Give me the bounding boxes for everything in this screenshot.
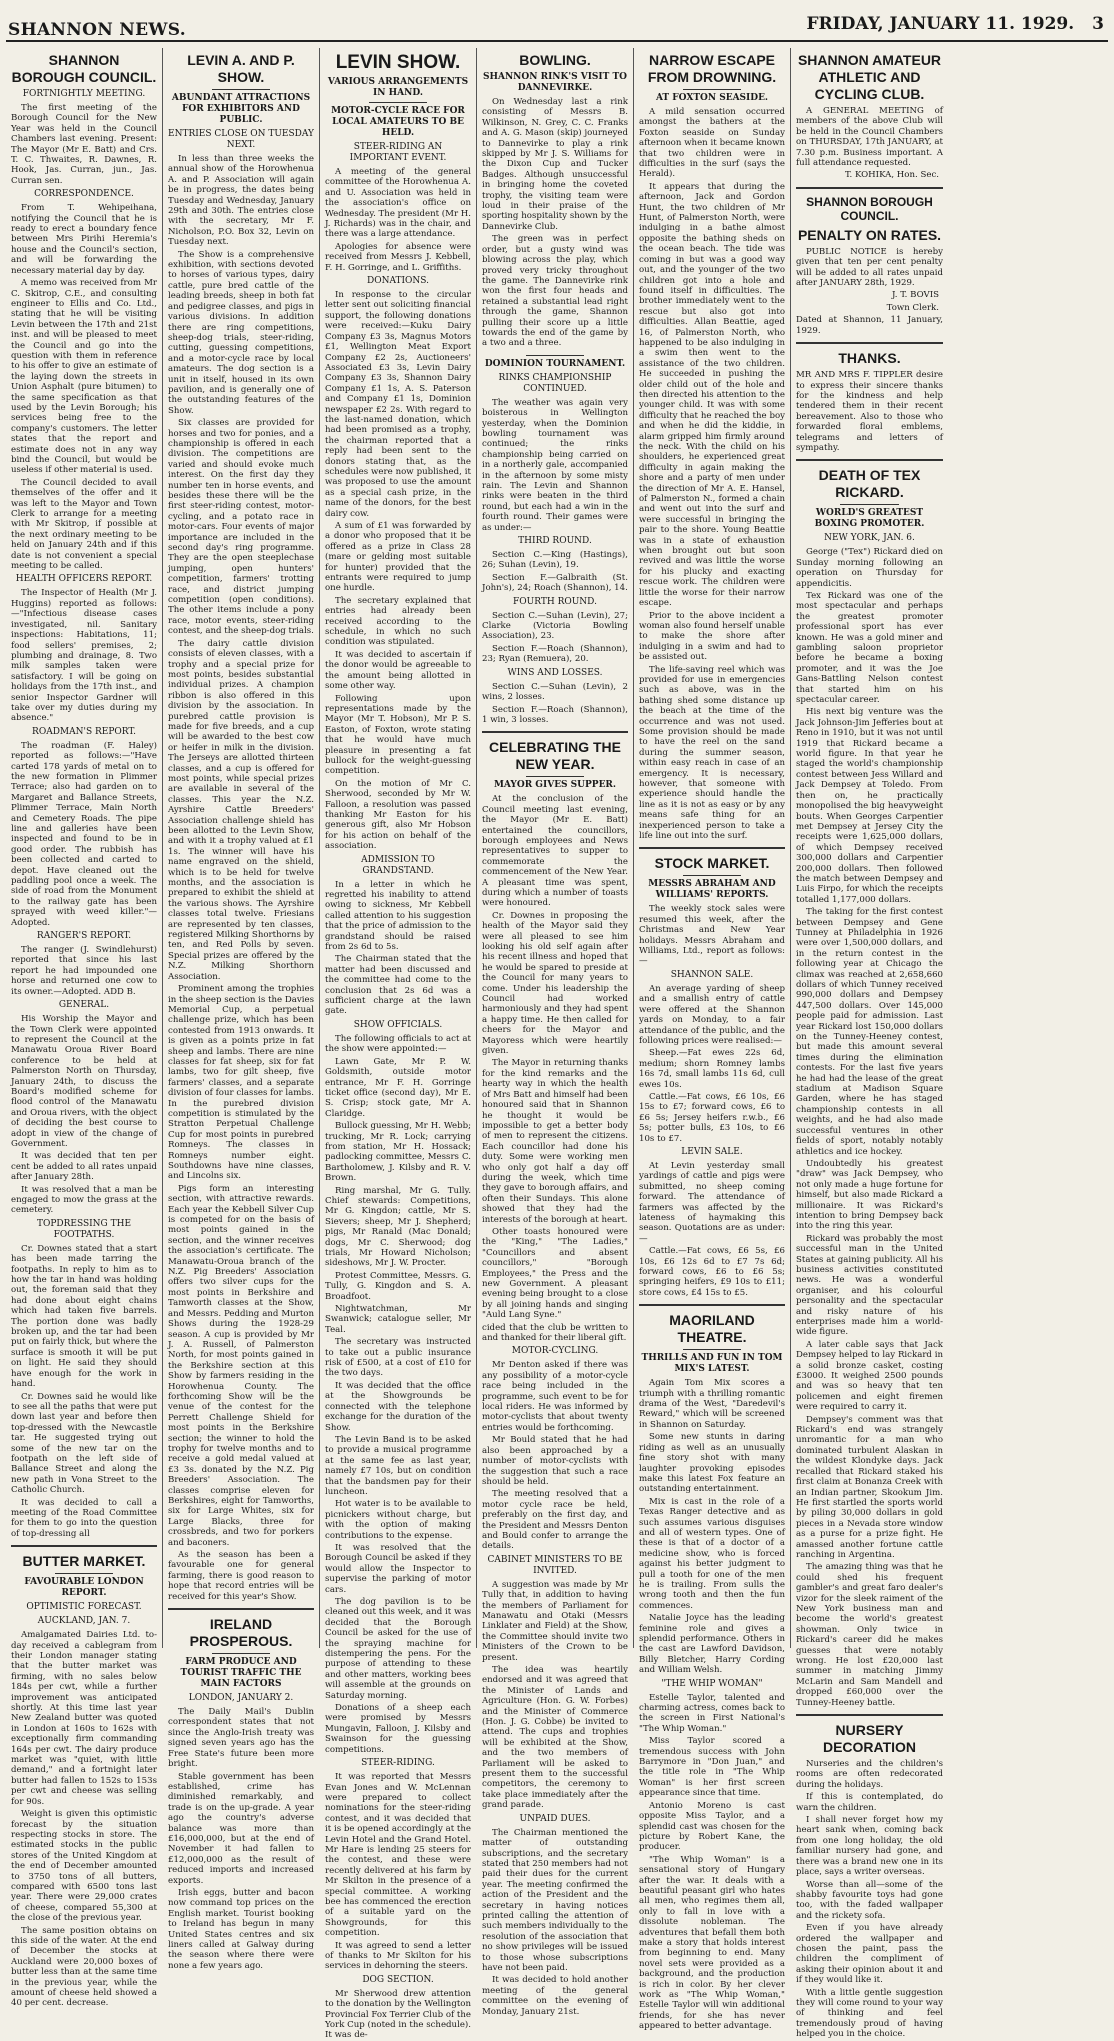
masthead-rule [6, 40, 1108, 42]
paragraph: The Inspector of Health (Mr J. Huggins) reported as follows:—"Infectious disease cases investigated, nil. Sanitary inspections: Habitations, 11; food sellers' premises, 2; plumbing and drainage, 8. Two milk samples taken were satisfactory. I will be going on holidays from the 17th inst., and senior Inspector Gardner will take over my duties during my absence." [11, 588, 157, 724]
paragraph: In a letter in which he regretted his inability to attend owing to sickness, Mr Kebbell called attention to his suggestion that the price of admission to the grandstand should be raised from 2s 6d to 5s. [325, 879, 471, 953]
paragraph: On the motion of Mr C. Sherwood, seconded by Mr W. Falloon, a resolution was passed thanking Mr Easton for his generous gift, also Mr Hobson for his action on behalf of the association. [325, 778, 471, 852]
dateline: NEW YORK, JAN. 6. [824, 533, 915, 544]
paragraph: At the conclusion of the Council meeting last evening, the Mayor (Mr E. Batt) entertained the councillors, borough employees and News representatives to supper to commemorate the commencement of the New Year. A pleasant time was spent, during which a number of toasts were honoured. [482, 794, 628, 909]
paragraph: Section C.—Suhan (Levin), 2 wins, 2 losses. [482, 681, 628, 703]
subheading: FARM PRODUCE AND TOURIST TRAFFIC THE MAIN FACTORS [180, 1657, 302, 1690]
paragraph: The Council decided to avail themselves of the offer and it was left to the Mayor and Town Clerk to arrange for a meeting with Mr Skitrop, if possible at the next ordinary meeting to be held on January 24th and if this date is not convenient a special meeting to be called. [11, 477, 157, 572]
columns [6, 48, 1108, 2041]
paragraph: The Chairman mentioned the matter of outstanding subscriptions, and the secretary stated that 250 members had not paid their dues for the current year. The meeting confirmed the action of the President and the secretary in having notices printed calling the attention of such members individually to the resolution of the association that no show privileges will be issued to those whose subscriptions have not been paid. [482, 1827, 628, 1973]
paragraph: A meeting of the general committee of the Horowhenua A. and U. Association was held in the association's office on Wednesday. The president (Mr H. J. Richards) was in the chair, and there was a large attendance. [325, 167, 472, 240]
article-ireland-prosperous [168, 1616, 314, 1971]
subheading: ENTRIES CLOSE ON TUESDAY NEXT. [168, 129, 314, 150]
column-3 [320, 48, 477, 2041]
section-heading: UNPAID DUES. [519, 1813, 591, 1824]
section-heading: ROADMAN'S REPORT. [32, 726, 136, 737]
headline: NURSERY DECORATION [822, 1722, 917, 1756]
paragraph: Weight is given this optimistic forecast by the situation respecting stocks in store. The estimated stocks in the public stores of the United Kingdom at the end of December amounted to 3750 tons of all butters, compared with 6500 tons last year. There were 29,000 crates of cheese, compared 55,300 at the close of the previous year. [11, 1809, 157, 1924]
section-heading: THIRD ROUND. [518, 536, 592, 547]
paragraph: The green was in perfect order, but a gusty wind was blowing across the play, which proved very tricky throughout the game. The Dannevirke rink won the first four heads and retained a substantial lead right through the game, Shannon pulling their score up a little towards the end of the game by a two and a three. [482, 234, 628, 349]
paragraph: A memo was received from Mr C. Skitrop, C.E., and consulting engineer to Ellis and Co. Ltd., stating that he will be visiting Levin between the 17th and 21st inst. and will be pleased to meet the Council and go into the question with them in reference to his offer to give an estimate of the laying down the streets in Union Asphalt (pure bitumen) to the same specification as that used by the Levin Borough; his services being free to the company's customers. The letter states that the report and estimate does not in any way bind the Council, but would be useless if other material is used. [11, 278, 157, 476]
paragraph: As the season has been a favourable one for general farming, there is good reason to hope that record entries will be received for this year's Show. [168, 1550, 314, 1602]
dateline: LONDON, JANUARY 2. [188, 1693, 294, 1704]
paragraph: Even if you have already ordered the wallpaper and chosen the paint, pass the children the compliment of asking their opinion about it and if they would like it. [796, 1923, 943, 1986]
paragraph: If this is contemplated, do warn the children. [796, 1792, 943, 1813]
section-heading: GENERAL. [58, 1000, 110, 1011]
subheading: THRILLS AND FUN IN TOM MIX'S LATEST. [641, 1353, 783, 1375]
subheading: WORLD'S GREATEST BOXING PROMOTER. [814, 508, 925, 530]
headline: NARROW ESCAPE FROM DROWNING. [647, 52, 777, 85]
article-tex-rickard [796, 467, 943, 1716]
paragraph: The dog pavilion is to be cleaned out this week, and it was decided that the Borough Council be asked for the use of the spraying machine for distempering the pens. For the purpose of attending to these and other matters, working bees will assemble at the grounds on Saturday morning. [325, 1597, 471, 1701]
paragraph: It was decided to call a meeting of the Road Committee for them to go into the question of top-dressing all [11, 1497, 157, 1539]
article-nursery-decoration [796, 1722, 943, 2040]
column-4 [477, 48, 634, 2017]
paragraph: The meeting resolved that a motor cycle race be held, preferably on the first day, and the President and Messrs Denton and Bould confer to arrange the details. [482, 1489, 628, 1552]
paragraph: MR AND MRS F. TIPPLER desire to express their sincere thanks for the kindness and help tendered them in their recent bereavement. Also to those who forwarded floral emblems, telegrams and letters of sympathy. [796, 370, 943, 453]
headline: SHANNON BOROUGH COUNCIL. [11, 52, 157, 85]
paragraph: Mr Bould stated that he had also been approached by a number of motor-cyclists with the suggestion that such a race should be held. [482, 1435, 628, 1487]
column-1 [6, 48, 163, 2009]
subheading: AT FOXTON SEASIDE. [655, 93, 769, 103]
article-levin-show [325, 52, 471, 2041]
headline: SHANNON AMATEUR ATHLETIC AND CYCLING CLUB. [797, 52, 942, 102]
paragraph: Prominent among the trophies in the sheep section is the Davies Memorial Cup, a perpetual challenge prize, which has been contested from 1913 onwards. It is given as a points prize in fat sheep and lambs. There are nine classes for fat sheep, six for fat lambs, two for gilt sheep, five farmers' classes, and a separate division of four classes for lambs. In the purebred division competition is stimulated by the Stratton Perpetual Challenge Cup for most points in purebred Romneys. The classes in Romneys number eight. Southdowns have nine classes, and Lincolns six. [168, 984, 314, 1182]
paragraph: Nurseries and the children's rooms are often redecorated during the holidays. [796, 1759, 943, 1790]
article-bowling [482, 52, 628, 349]
subheading: DOMINION TOURNAMENT. [484, 358, 626, 369]
headline: THANKS. [838, 350, 901, 367]
divider [369, 102, 427, 103]
paragraph: Estelle Taylor, talented and charming actress, comes back to the screen in First National's "The Whip Woman." [639, 1692, 785, 1734]
divider [212, 1653, 270, 1654]
paragraph: The Mayor in returning thanks for the kind remarks and the hearty way in which the health of Mrs Batt and himself had been honoured said that in Shannon he thought it would be impossible to get a better body of men to represent the citizens. Each councillor had done his duty. Some were working men who only got half a day off during the week, which time they gave to borough affairs, and often their Sundays. This alone showed that they had the interests of the borough at heart. [482, 1058, 628, 1225]
section-heading: DONATIONS. [367, 276, 429, 287]
headline: DEATH OF TEX RICKARD. [818, 467, 921, 501]
paragraph: On Wednesday last a rink consisting of Messrs B. Wilkinson, N. Grey, C. C. Franks and A. G. Mason (skip) journeyed to Dannevirke to play a rink skipped by Mr J. S. Williams for the Dixon Cup and Tucker Badges. Although unsuccessful in bringing home the coveted trophy, the visiting team were loud in their praise of the sporting hospitality shown by the Dannevirke Club. [482, 97, 628, 232]
paragraph: Rickard was probably the most successful man in the United States at gaining publicity. All his business activities constituted news. He was a wonderful organiser, and his colourful personality and the spectacular and risky nature of his enterprises made him a world-wide figure. [796, 1233, 943, 1338]
paragraph: Cr. Downes said he would like to see all the paths that were put down last year and before then top-dressed with the Newcastle tar. He suggested trying out some of the new tar on the footpath on the left side of Ballance Street and along the new path in Vona Street to the Catholic Church. [11, 1391, 157, 1496]
paragraph: Section C.—King (Hastings), 26; Suhan (Levin), 19. [482, 550, 628, 571]
paragraph: It appears that during the afternoon, Jack and Gordon Hunt, the two children of Mr Hunt, of Palmerston North, were indulging in a bathe almost opposite the bathing sheds on the ocean beach. The tide was coming in but was a good way out, and the younger of the two children got into a hole and found itself in difficulties. The brother immediately went to the rescue but also got into difficulties. Allan Beattie, aged 16, of Palmerston North, who happened to be also indulging in a swim then went to the assistance of the two children. He succeeded in pushing the older child out of the hole and then directed his attention to the younger child. It was with some difficulty that he reached the boy and when he did the kiddie, in alarm gripped him firmly around the neck. With the child on his shoulders, he experienced great difficulty in again making the shore and a party of men under the direction of Mr A. E. Hansel, of Palmerston N., formed a chain and went out into the surf and were successful in bringing the pair to the shore. Young Beattie was in a state of exhaustion when brought out but soon revived and was little the worse for his plucky and exacting rescue work. The children were little the worse for their narrow escape. [639, 181, 785, 609]
article-levin-ap-show [168, 52, 314, 1610]
signature: J. T. BOVIS [891, 290, 939, 301]
paragraph: Section F.—Roach (Shannon), 23; Ryan (Remuera), 20. [482, 643, 628, 665]
headline: LEVIN A. AND P. SHOW. [187, 52, 295, 85]
paragraph: The following officials to act at the show were appointed:— [325, 1033, 471, 1055]
paragraph: The Levin Band is to be asked to provide a musical programme at the same fee as last year, namely £7 10s, but on condition that the bandsmen pay for their luncheon. [325, 1434, 471, 1497]
paragraph: The idea was heartily endorsed and it was agreed that the Minister of Lands and Agriculture (Hon. G. W. Forbes) and the Minister of Commerce (Hon. J. G. Cobbe) be invited to attend. The cups and trophies will be exhibited at the Show, and the two members of Parliament will be asked to present them to the successful competitors, the ceremony to take place immediately after the grand parade. [482, 1665, 628, 1811]
section-heading: TOPDRESSING THE FOOTPATHS. [36, 1218, 132, 1240]
paragraph: From T. Wehipeihana, notifying the Council that he is ready to erect a boundary fence between Mrs Pirihi Heremia's house and the Council's section, and will be forwarding the necessary material day by day. [11, 203, 157, 276]
divider [840, 504, 899, 505]
paragraph: The life-saving reel which was provided for use in emergencies such as above, was in the bathing shed some distance up the beach at the time of the occurrence and was not used. Some provision should be made to have the reel on the sand during the summer season, within easy reach in case of an emergency. It is necessary, however, that someone with experience should handle the line as it is not as easy or by any means safe thing for an inexperienced person to take a life line out into the surf. [639, 664, 785, 842]
paragraph: Other toasts honoured were the "King," "The Ladies," "Councillors and absent councillors," "Borough Employees," the Press and the new Government. A pleasant evening being brought to a close by all joining hands and singing "Auld Lang Syne." [482, 1226, 628, 1321]
paragraph: It was decided that ten per cent be added to all rates unpaid after January 28th. [11, 1151, 157, 1183]
section-heading: LEVIN SALE. [681, 1146, 743, 1157]
notice-athletic-club [796, 52, 943, 189]
headline: STOCK MARKET. [654, 855, 770, 872]
divider [526, 355, 584, 356]
paragraph: Stable government has been established, crime has diminished remarkably, and trade is on the up-grade. A year ago the country's adverse balance was more than £16,000,000, but at the end of November it had fallen to £12,000,000 as the result of reduced imports and increased exports. [168, 1771, 314, 1886]
subheading: VARIOUS ARRANGEMENTS IN HAND. [327, 77, 469, 98]
paragraph: It was decided that the office at the Showgrounds be connected with the telephone exchange for the duration of the Show. [325, 1380, 471, 1433]
subheading: MOTOR-CYCLE RACE FOR LOCAL AMATEURS TO BE HELD. [331, 106, 465, 138]
paragraph: Amalgamated Dairies Ltd. to-day received a cablegram from their London manager stating that the butter market was firming, with no sales below 184s per cwt, while a further improvement was anticipated shortly. At this time last year New Zealand butter was quoted in London at 160s to 162s with exceptionally firm commanding 164s per cwt. The dairy produce market was "quiet, with little demand," and a fortnight later butter had fallen to 152s to 153s per cwt and cheese was selling for 90s. [11, 1630, 157, 1807]
paragraph: Cr. Downes in proposing the health of the Mayor said they were all pleased to see him looking his old self again after his recent illness and hoped that he would be spared to preside at the Council for many years to come. Under his leadership the Council had worked harmoniously and they had spent a happy time. He then called for cheers for the Mayor and Mayoress which were heartily given. [482, 910, 628, 1057]
paragraph: It was resolved that a man be engaged to mow the grass at the cemetery. [11, 1184, 157, 1216]
divider [526, 776, 584, 777]
column-2 [163, 48, 320, 1971]
paragraph: Following upon representations made by the Mayor (Mr T. Hobson), Mr P. S. Easton, of Foxton, wrote stating that he would have much pleasure in presenting a fat bullock for the weight-guessing competition. [325, 693, 471, 777]
paragraph: Again Tom Mix scores a triumph with a thrilling romantic drama of the West, "Daredevil's Reward," which will be screened in Shannon on Saturday. [639, 1378, 785, 1430]
paragraph: Tex Rickard was one of the most spectacular and perhaps the greatest promoter professional sport has ever known. He was a gold miner and gambling saloon proprietor before he became a boxing promoter, and it was the Joe Gans-Battling Nelson contest that started him on his spectacular career. [796, 590, 943, 706]
paragraph: A mild sensation occurred amongst the bathers at the Foxton seaside on Sunday afternoon when it became known that two children were in difficulties in the surf (says the Herald). [639, 107, 785, 180]
section-heading: FOURTH ROUND. [513, 596, 597, 607]
paragraph: In response to the circular letter sent out soliciting financial support, the following donations were received:—Kuku Dairy Company £3 3s, Magnus Motors £1, Wellington Meat Export Company £2 2s, Auctioneers' Associated £3 3s, Levin Dairy Company £3 3s, Shannon Dairy Company £1 1s, A. S. Paterson and Company £1 1s, Dominion newspaper £2 2s. With regard to the last-named donation, which had been promised as a trophy, the chairman reported that a reply had been sent to the donors stating that, as the schedules were now published, it was proposed to use the amount as a special cash prize, in the name of the donors, for the best dairy cow. [325, 290, 471, 519]
paragraph: Mr Denton asked if there was any possibility of a motor-cycle race being included in the programme, such event to be for local riders. He was informed by motor-cyclists that about twenty entries would be forthcoming. [482, 1360, 628, 1433]
subheading: RINKS CHAMPIONSHIP CONTINUED. [498, 372, 612, 394]
paragraph: The secretary was instructed to take out a public insurance risk of £500, at a cost of £10 for the two days. [325, 1337, 471, 1379]
column-6 [791, 48, 948, 2040]
section-heading: SHANNON SALE. [670, 969, 754, 980]
paragraph: The Daily Mail's Dublin correspondent states that not since the Anglo-Irish treaty was signed seven years ago has the Free State's future been more bright. [168, 1707, 314, 1770]
paragraph: cided that the club be written to and thanked for their liberal gift. [482, 1322, 628, 1344]
paragraph: It was decided to ascertain if the donor would be agreeable to the amount being allotted in some other way. [325, 649, 471, 692]
paragraph: The Show is a comprehensive exhibition, with sections devoted to horses of various types, dairy cattle, pure bred cattle of the leading breeds, sheep in both fat and pedigree classes, and pigs in various divisions. In addition there are ring competitions, sheep-dog trials, steer-riding, cutting, guessing competitions, and a motor-cycle race by local amateurs. The dog section is a unit in itself, housed in its own pavilion, and is generally one of the outstanding features of the Show. [168, 249, 314, 416]
paragraph: It was reported that Messrs Evan Jones and W. McLennan were prepared to collect nominations for the steer-riding contest, and it was decided that it is be opened accordingly at the Levin Hotel and the Grand Hotel. Mr Hare is lending 25 steers for the contest, and these were recently delivered at his farm by Mr Skilton in the presence of a special committee. A working bee has commenced the erection of a suitable yard on the Showgrounds, for this competition. [325, 1772, 471, 1939]
subheading: MAYOR GIVES SUPPER. [493, 780, 617, 791]
subheading: FAVOURABLE LONDON REPORT. [24, 1577, 144, 1599]
subheading: FORTNIGHTLY MEETING. [22, 89, 146, 99]
paragraph: Some new stunts in daring riding as well as an unusually fine story shot with many laughter provoking episodes make this latest Fox feature an outstanding entertainment. [639, 1432, 785, 1495]
signature-title: Town Clerk. [886, 302, 939, 313]
article-new-year [482, 739, 628, 2017]
paragraph: Six classes are provided for horses and two for ponies, and a championship is offered in each division. The competitions are varied and should evoke much interest. On the first day they number ten in horse events, and besides these there will be the first steer-riding contest, motor-cycling, and a potato race in motor-cars. Four events of major importance are included in the second day's ring programme. They are the open steeplechase jumping, open hunters' competition, farmers' trotting race, and district jumping competition (open conditions). The other items include a pony race, motor events, steer-riding contest, and the sheep-dog trials. [168, 418, 314, 637]
paragraph: The taking for the first contest between Dempsey and Gene Tunney at Philadelphia in 1926 were over 1,500,000 dollars, and in the return contest in the following year at Chicago the climax was reached at 2,658,660 dollars of which Tunney received 990,000 dollars and Dempsey 447,500 dollars. Over 145,000 people paid for admission. Last year Rickard lost 150,000 dollars on the Tunney-Heeney contest, but made this amount several times during the elimination contests. For the last five years he had had the lease of the great stadium at Madison Square Garden, where he has staged championship contests in all weights, and he had also made successful ventures in other fields of sport, notably notably athletics and ice hockey. [796, 907, 943, 1157]
section-heading: HEALTH OFFICERS REPORT. [15, 574, 153, 585]
paragraph: An average yarding of sheep and a smallish entry of cattle were offered at the Shannon yards on Monday, to a fair attendance of the public, and the following prices were realised:— [639, 983, 785, 1046]
paragraph: It was decided to hold another meeting of the general committee on the evening of Monday, January 21st. [482, 1975, 628, 2017]
article-narrow-escape [639, 52, 785, 849]
paragraph: Dempsey's comment was that Rickard's end was strangely unromantic for a man who dominated turbulent Alaskan in the wildest Klondyke days. Jack recalled that Rickard staked his first claim at Bonanza Creek with an Indian partner, Skookum Jim. He first startled the sports world by piling 30,000 dollars in gold pieces in a Nevada store window as a purse for a prize fight. He amassed another fortune cattle ranching in Argentina. [796, 1414, 943, 1560]
paragraph: The Chairman stated that the matter had been discussed and the committee had come to the conclusion that 2s 6d was a sufficient charge at the lawn gate. [325, 954, 471, 1017]
paragraph: The weekly stock sales were resumed this week, after the Christmas and New Year holidays. Messrs Abraham and Williams, Ltd., report as follows:— [639, 904, 785, 967]
paragraph: A sum of £1 was forwarded by a donor who proposed that it be offered as a prize in Class 28 (mare or gelding most suitable for hunter) provided that the entrants were required to jump one hurdle. [325, 521, 471, 594]
paragraph: It was agreed to send a letter of thanks to Mr Skilton for his services in dehorning the steers. [325, 1940, 471, 1972]
paragraph: Protest Committee, Messrs. G. Tully, G. Kingdon and S. A. Broadfoot. [325, 1270, 471, 1302]
paragraph: The ranger (J. Swindlehurst) reported that since his last report he had impounded one horse and returned one cow to its owner.—Adopted. ADD B. [11, 945, 157, 997]
divider [212, 89, 270, 90]
paragraph: Hot water is to be available to picnickers without charge, but with the option of making contributions to the expense. [325, 1499, 471, 1541]
page-number: 3 [1092, 14, 1104, 34]
paragraph: Cr. Downes stated that a start has been made tarring the footpaths. In reply to him as to how the tar in hand was holding out, the foreman said that they had done about eight chains which had taken five barrels. The portion done was badly broken up, and the tar had been put on fairly thick, but where the surface is smooth it will be put on light. He said they should have enough for the work in hand. [11, 1243, 157, 1390]
paragraph: The dairy cattle division consists of eleven classes, with a trophy and a special prize for most points, besides substantial individual prizes. A champion ribbon is also offered in this division by the association. In purebred cattle provision is made for five breeds, and a cup will be awarded to the best cow or heifer in milk in the division. The Jerseys are allotted thirteen classes, and a cup is offered for most points, while special prizes are available in several of the classes. This year the N.Z. Ayrshire Cattle Breeders' Association challenge shield has been allotted to the Levin Show, and with it a trophy valued at £1 1s. The winner will have his name engraved on the shield, which is to be held for twelve months, and the association is prepared to exhibit the shield at the various shows. The Ayrshire classes total twelve. Friesians are represented by ten classes, registered Milking Shorthorns by ten, and Red Polls by seven. Special prizes are offered by the N.Z. Milking Shorthorn Association. [168, 638, 314, 982]
paragraph: Pigs form an interesting section, with attractive rewards. Each year the Kebbell Silver Cup is competed for on the basis of most points gained in the section, and the winner receives the association's certificate. The Manawatu-Oroua branch of the N.Z. Pig Breeders' Association offers two silver cups for the most points in Berkshire and Tamworth classes at the Show, and Messrs. Pedding and Murton Shows during the 1928-29 season. A cup is provided by Mr J. A. Russell, of Palmerston North, for most points gained in the Berkshire section at this Show by farmers residing in the Horowhenua County. The forthcoming Show will be the venue of the contest for the Perrett Challenge Shield for most points in the Berkshire section; the winner to hold the trophy for twelve months and to receive a gold medal valued at £3 3s. donated by the N.Z. Pig Breeders' Association. The classes comprise eleven for Berkshires, eight for Tamworths, six for Large Whites, six for Large Blacks, three for crossbreds, and two for porkers and baconers. [168, 1183, 314, 1548]
paragraph: A GENERAL MEETING of members of the above Club will be held in the Council Chambers on THURSDAY, 17th JANUARY, at 7.30 p.m. Business important. A full attendance requested. [796, 106, 943, 169]
paragraph: His Worship the Mayor and the Town Clerk were appointed to represent the Council at the Manawatu Oroua River Board conference to be held at Palmerston North on Thursday, January 24th, to discuss the Board's modified scheme for flood control of the Manawatu and Oroua rivers, with the object of deciding the best course to adopt in view of the change of Government. [11, 1014, 157, 1149]
divider [55, 1573, 113, 1574]
paragraph: At Levin yesterday small yardings of cattle and pigs were submitted, no sheep coming forward. The attendance of farmers was affected by the lateness of haymaking this season. Quotations are as under:— [639, 1160, 785, 1244]
section-heading: SHOW OFFICIALS. [353, 1019, 443, 1030]
paragraph: Cattle.—Fat cows, £6 10s, £6 15s to £7; forward cows, £6 to £6 5s; Jersey heifers r.w.b., £6 5s; potter bulls, £3 10s, to £6 10s to £7. [639, 1091, 785, 1144]
notice-penalty-rates [796, 195, 943, 344]
masthead [0, 0, 1114, 44]
paragraph: Section F.—Galbraith (St. John's), 24; Roach (Shannon), 14. [482, 572, 628, 594]
paragraph: The amazing thing was that he could shed his frequent gambler's and great faro dealer's vizor for the sleek raiment of the New York business man and become the world's greatest showman. Only twice in Rickard's career did he makes guesses that were notably wrong. He lost £20,000 last summer in matching Jimmy McLarin and Sam Mandell and dropped £60,000 over the Tunney-Heeney battle. [796, 1562, 943, 1708]
paragraph: Undoubtedly his greatest "draw" was Jack Dempsey, who not only made a huge fortune for himself, but also made Rickard a millionaire. It was Rickard's intention to bring Dempsey back into the ring this year. [796, 1158, 943, 1232]
subheading: MESSRS ABRAHAM AND WILLIAMS' REPORTS. [648, 879, 776, 901]
paragraph: The same position obtains on this side of the water. At the end of December the stocks at Auckland were 20,000 boxes of butter less than at the same time in the previous year, while the amount of cheese held showed a 40 per cent. decrease. [11, 1925, 157, 2009]
dateline: AUCKLAND, JAN. 7. [37, 1616, 131, 1627]
headline: BOWLING. [519, 52, 591, 68]
paragraph: Natalie Joyce has the leading feminine role and gives a splendid performance. Others in the cast are Lawford Davidson, Billy Bletcher, Harry Cording and William Welsh. [639, 1613, 785, 1676]
article-stock-market [639, 855, 785, 1306]
paragraph: Worse than all—some of the shabby favourite toys had gone too, with the faded wallpaper and the rickety sofa. [796, 1879, 943, 1921]
paragraph: The first meeting of the Borough Council for the New Year was held in the Council Chambers last evening. Present: The Mayor (Mr E. Batt) and Crs. T. C. Thwaites, R. Dawnes, R. Hook, Jas. Curran, jun., Jas. Curran sen. [11, 103, 157, 186]
paragraph: "The Whip Woman" is a sensational story of Hungary after the war. It deals with a beautiful peasant girl who hates all men, who regimes them all, only to fall in love with a dissolute nobleman. The adventures that befall them both make a story that holds interest from beginning to end. Many novel sets were provided as a background, and the production is rich in color. By her clever work as "The Whip Woman," Estelle Taylor will win additional friends, for she has never appeared to better advantage. [639, 1854, 785, 2032]
section-heading: RANGER'S REPORT. [36, 931, 132, 942]
headline: CELEBRATING THE NEW YEAR. [489, 739, 621, 773]
article-dominion-tournament [482, 355, 628, 734]
subheading: SHANNON RINK'S VISIT TO DANNEVIRKE. [482, 72, 628, 93]
paragraph: Prior to the above incident a woman also found herself unable to make the shore after indulging in a swim and had to be assisted out. [639, 610, 785, 663]
paragraph: Miss Taylor scored a tremendous success with John Barrymore in "Don Juan," and the title role in "The Whip Woman" is her first screen appearance since that time. [639, 1736, 785, 1799]
issue-date: FRIDAY, JANUARY 11. 1929. [806, 14, 1075, 34]
paragraph: Section C.—Suhan (Levin), 27; Clarke (Victoria Bowling Association), 23. [482, 610, 628, 642]
paragraph: In less than three weeks the annual show of the Horowhenua A. and P. Association will again be in progress, the dates being Tuesday and Wednesday, January 29th and 30th. The entries close with the secretary, Mr F. Nicholson, P.O. Box 32, Levin on Tuesday next. [168, 154, 314, 248]
paragraph: With a little gentle suggestion they will come round to your way of thinking and feel tremendously proud of having helped you in the choice. [796, 1987, 943, 2040]
section-heading: WINS AND LOSSES. [507, 667, 603, 678]
section-heading: ADMISSION TO GRANDSTAND. [361, 854, 435, 876]
column-5 [634, 48, 791, 2032]
divider [683, 89, 741, 90]
section-heading: MOTOR-CYCLING. [511, 1346, 599, 1357]
paragraph: Bullock guessing, Mr H. Webb; trucking, Mr R. Lock; carrying from station, Mr H. Hossack; padlocking committee, Messrs C. Bartholomew, J. Kilsby and R. V. Brown. [325, 1121, 471, 1184]
paragraph: His next big venture was the Jack Johnson-Jim Jefferies bout at Reno in 1910, but it was not until 1919 that Rickard became a world figure. In that year he staged the world's championship contest between Jess Willard and Jack Dempsey at Toledo. From then on, he practically monopolised the big heavyweight bouts. When Georges Carpentier met Dempsey at Jersey City the receipts were 1,625,000 dollars, of which Dempsey received 300,000 dollars and Carpentier 200,000 dollars. Then followed the match between Dempsey and Luis Firpo, for which the receipts totalled 1,177,000 dollars. [796, 707, 943, 905]
paragraph: Section F.—Roach (Shannon), 1 win, 3 losses. [482, 704, 628, 725]
headline: SHANNON BOROUGH COUNCIL. [806, 194, 933, 223]
paragraph: Nightwatchman, Mr Swanwick; catalogue seller, Mr Teal. [325, 1304, 471, 1335]
section-heading: CABINET MINISTERS TO BE INVITED. [487, 1554, 623, 1576]
notice-thanks [796, 350, 943, 461]
paragraph: The secretary explained that entries had already been received according to the schedule, in which no such condition was stipulated. [325, 595, 471, 648]
paragraph: A later cable says that Jack Dempsey helped to lay Rickard in a solid bronze casket, costing £3000. It weighed 2500 pounds and was so heavy that ten policemen and eight firemen were required to carry it. [796, 1339, 943, 1413]
paragraph: It was resolved that the Borough Council be asked if they would allow the Inspector to supervise the parking of motor cars. [325, 1542, 471, 1595]
signature: T. KOHIKA, Hon. Sec. [845, 170, 939, 181]
page-date [806, 14, 1104, 34]
section-heading: DOG SECTION. [362, 1974, 434, 1985]
paragraph: Mr Sherwood drew attention to the donation by the Wellington Provincial Fox Terrier Club of the York Cup (noted in the schedule). It was de- [325, 1988, 471, 2041]
headline: BUTTER MARKET. [22, 1553, 146, 1570]
paper-name: SHANNON NEWS. [8, 20, 186, 40]
paragraph: Irish eggs, butter and bacon now command top prices on the English market. Tourist booking to Ireland has begun in many United States centres and six liners called at Galway during the season where there were none a few years ago. [168, 1887, 314, 1971]
paragraph: A suggestion was made by Mr Tully that, in addition to having the members of Parliament for Manawatu and Otaki (Messrs Linklater and Field) at the Show, the Committee should invite two Ministers of the Crown to be present. [482, 1579, 628, 1663]
article-borough-council [11, 52, 157, 1547]
section-heading: STEER-RIDING. [361, 1758, 435, 1769]
paragraph: The weather was again very boisterous in Wellington yesterday, when the Dominion bowling tournament was continued; the rinks championship being carried on in a northerly gale, accompanied in the afternoon by some misty rain. The Levin and Shannon rinks were beaten in the third round, but each had a win in the fourth round. Their games were as under:— [482, 397, 628, 533]
paragraph: Donations of a sheep each were promised by Messrs Mungavin, Falloon, J. Kilsby and Swainson for the guessing competitions. [325, 1703, 471, 1755]
paragraph: George ("Tex") Rickard died on Sunday morning following an operation on Thursday for appendicitis. [796, 547, 943, 589]
headline: MAORILAND THEATRE. [669, 1312, 755, 1346]
headline: PENALTY ON RATES. [797, 226, 942, 243]
headline: LEVIN SHOW. [335, 52, 461, 73]
paragraph: Dated at Shannon, 11 January, 1929. [796, 315, 943, 336]
paragraph: I shall never forget how my heart sank when, coming back from one long holiday, the old familiar nursery had gone, and there was a brand new one in its place, says a writer overseas. [796, 1815, 943, 1878]
headline: IRELAND PROSPEROUS. [189, 1616, 293, 1650]
divider [683, 875, 741, 876]
paragraph: Apologies for absence were received from Messrs J. Kebbell, F. H. Gorringe, and L. Griffiths. [325, 241, 471, 273]
article-maoriland-theatre [639, 1312, 785, 2031]
subheading: OPTIMISTIC FORECAST. [26, 1602, 142, 1613]
paragraph: Lawn Gate, Mr P. W. Goldsmith, outside motor entrance, Mr F. H. Gorringe ticket office (second day), Mr E. S. Crisp; stock gate, Mr A. Claridge. [325, 1056, 471, 1119]
paragraph: The roadman (F. Haley) reported as follows:—"Have carted 178 yards of metal on to the new formation in Plimmer Terrace; also had garden on to Margaret and Ballance Streets, Plimmer Terrace, Main North and Cemetery Roads. The pipe line and galleries have been inspected and found to be in good order. The rubbish has been collected and carted to depot. Have cleaned out the paddling pool once a week. The side of road from the Monument to the railway gate has been sprayed with weed killer."—Adopted. [11, 740, 157, 928]
article-butter-market [11, 1553, 157, 2009]
paragraph: Sheep.—Fat ewes 22s 6d, medium; shorn Romney lambs 16s 7d, small lambs 11s 6d, cull ewes 10s. [639, 1048, 785, 1090]
section-heading: "THE WHIP WOMAN" [661, 1678, 763, 1689]
paragraph: PUBLIC NOTICE is hereby given that ten per cent penalty will be added to all rates unpaid after JANUARY 28th, 1929. [796, 246, 943, 289]
paragraph: Cattle.—Fat cows, £6 5s, £6 10s, £6 12s 6d to £7 7s 6d; forward cows, £6 to £6 5s; springing heifers, £9 10s to £11; store cows, £4 15s to £5. [639, 1246, 785, 1298]
paragraph: Mix is cast in the role of a Texas Ranger detective and as such assumes various disguises and all of western types. One of these is that of a doctor of a medicine show, who is forced against his better judgment to pull a tooth for one of the men he is trailing. From sulls the wrong tooth and then the fun commences. [639, 1496, 785, 1611]
divider [683, 1349, 741, 1350]
subheading: ABUNDANT ATTRACTIONS FOR EXHIBITORS AND PUBLIC. [171, 93, 311, 125]
subheading: STEER-RIDING AN IMPORTANT EVENT. [349, 142, 447, 163]
paragraph: Ring marshal, Mr G. Tully. Chief stewards: Competitions, Mr G. Kingdon; cattle, Mr S. Sievers; sheep, Mr J. Shepherd; pigs, Mr Ranald (Mac Donald; dogs, Mr C. Sherwood; dog trials, Mr Howard Nicholson; sideshows, Mr J. W. Procter. [325, 1185, 471, 1269]
section-heading: CORRESPONDENCE. [34, 189, 134, 200]
paragraph: Antonio Moreno is cast opposite Miss Taylor, and a splendid cast was chosen for the picture by Robert Kane, the producer. [639, 1800, 785, 1853]
